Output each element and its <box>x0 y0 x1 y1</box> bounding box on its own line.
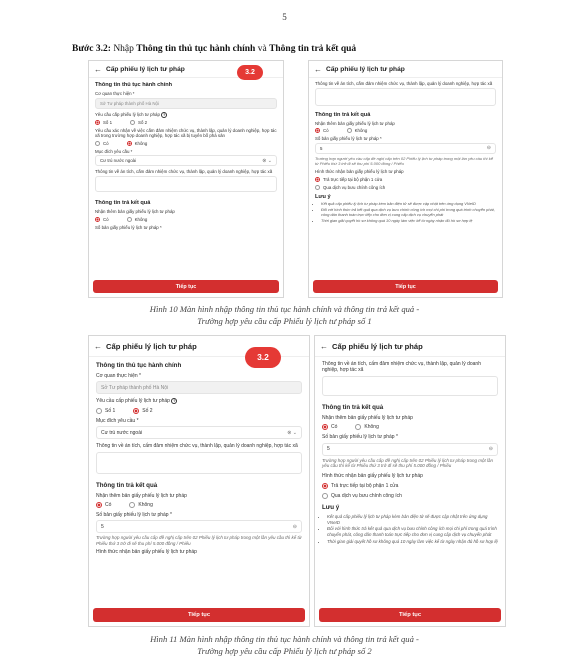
caption-line: Hình 11 Màn hình nhập thông tin thủ tục hành chính và thông tin trả kết quả - <box>150 634 419 644</box>
notes-title: Lưu ý <box>315 194 331 201</box>
radio-dot <box>322 493 328 499</box>
step-bold-1: Thông tin thủ tục hành chính <box>136 44 256 54</box>
ban-question: Yêu cầu xác nhận về việc cấm đảm nhiệm chức vụ, thành lập, quản lý doanh nghiệp, hợp tác xã trong trường hợp doanh nghiệp, hợp tác xã bị tuyên bố phá sản <box>95 127 277 139</box>
ban-info-label: Thông tin về án tích, cấm đảm nhiệm chức vụ, thành lập, quản lý doanh nghiệp, hợp tác xã <box>315 81 493 86</box>
radio-label: Qua dịch vụ bưu chính công ích <box>331 493 402 500</box>
radio-so1[interactable] <box>95 120 112 125</box>
request-label <box>95 112 277 118</box>
stepper-icon[interactable]: ⊖ <box>292 523 297 530</box>
note-item: • Đối với hình thức trả kết quả qua dịch vụ bưu chính công ích mọi chi phí trong quá trình chuyển phát, công dân thanh toán trực tiếp cho đơn vị cung cấp dịch vụ chuyển phát <box>327 526 499 537</box>
ban-info-label: Thông tin về án tích, cấm đảm nhiệm chức vụ, thành lập, quản lý doanh nghiệp, hợp tác xã <box>95 169 273 175</box>
radio-label: Không <box>364 424 379 431</box>
app-title: Cấp phiếu lý lịch tư pháp <box>332 341 423 351</box>
caption-line: Hình 10 Màn hình nhập thông tin thủ tục hành chính và thông tin trả kết quả - <box>149 304 420 314</box>
app-title: Cấp phiếu lý lịch tư pháp <box>106 65 185 73</box>
agency-label: Cơ quan thực hiện * <box>95 91 135 96</box>
delivery-label: Hình thức nhận bản giấy phiếu lý lịch tư pháp <box>96 548 197 555</box>
extra-copy-label: Nhận thêm bản giấy phiếu lý lịch tư pháp <box>96 492 187 499</box>
continue-button[interactable]: Tiếp tục <box>93 280 279 293</box>
radio-so1[interactable] <box>96 408 115 414</box>
step-text-1: Nhập <box>110 44 137 54</box>
section-result-title: Thông tin trả kết quả <box>315 111 371 118</box>
step-prefix: Bước 3.2: <box>72 44 111 54</box>
step-bold-2: Thông tin trả kết quả <box>269 44 357 54</box>
radio-dot <box>355 424 361 430</box>
radio-delivery-direct[interactable] <box>315 177 496 182</box>
radio-co[interactable] <box>95 217 109 222</box>
extra-copy-label: Nhận thêm bản giấy phiếu lý lịch tư pháp <box>95 208 175 214</box>
delivery-label: Hình thức nhận bản giấy phiếu lý lịch tư pháp <box>315 168 404 174</box>
radio-label: Trả trực tiếp tại bộ phận 1 cửa <box>331 483 399 490</box>
agency-label: Cơ quan thực hiện * <box>96 373 141 379</box>
figure-10-caption <box>0 303 569 327</box>
ban-options <box>95 141 277 146</box>
arrow-left-icon[interactable]: ← <box>314 64 322 74</box>
radio-label: Số 1 <box>103 119 113 125</box>
request-options <box>95 120 277 125</box>
purpose-select[interactable] <box>95 155 277 166</box>
radio-khong[interactable] <box>355 424 378 430</box>
copies-value: 5 <box>327 446 330 453</box>
radio-label: Không <box>354 128 368 134</box>
app-title: Cấp phiếu lý lịch tư pháp <box>106 341 197 351</box>
radio-khong[interactable] <box>127 217 148 222</box>
figure-11-caption <box>0 633 569 657</box>
chevron-down-icon[interactable]: ⊗ ⌄ <box>262 157 272 164</box>
notes-list <box>321 514 499 544</box>
notes-list <box>315 202 496 223</box>
extra-copy-options <box>315 128 496 133</box>
copies-label: Số bản giấy phiếu lý lịch tư pháp * <box>95 224 162 230</box>
step-text-2: và <box>255 44 270 54</box>
radio-so2[interactable] <box>133 408 152 414</box>
note-item: • Kết quả cấp phiếu lý lịch tư pháp kèm bản điện tử sẽ được cập nhật trên ứng dụng VNeID <box>327 514 499 525</box>
radio-so2[interactable] <box>130 120 147 125</box>
purpose-value: Cư trú nước ngoài <box>101 429 143 436</box>
arrow-left-icon[interactable]: ← <box>94 341 102 351</box>
extra-copy-label: Nhận thêm bản giấy phiếu lý lịch tư pháp <box>315 120 395 126</box>
step-badge: 3.2 <box>237 65 263 80</box>
note-item: • Thời gian giải quyết hồ sơ không quá 10 ngày làm việc kể từ ngày nhận đủ hồ sơ hợp lệ <box>321 219 496 224</box>
purpose-value: Cư trú nước ngoài <box>100 158 137 164</box>
question-circle-icon[interactable]: ? <box>162 111 166 117</box>
radio-label: Qua dịch vụ bưu chính công ích <box>323 185 386 191</box>
arrow-left-icon[interactable]: ← <box>94 64 102 74</box>
radio-co[interactable] <box>322 424 337 430</box>
radio-delivery-post[interactable] <box>315 185 496 190</box>
radio-delivery-direct[interactable] <box>322 483 498 489</box>
fig11-right-screen <box>314 335 506 627</box>
radio-label: Trả trực tiếp tại bộ phận 1 cửa <box>323 177 383 183</box>
radio-dot <box>347 128 352 133</box>
radio-dot <box>127 217 132 222</box>
radio-label: Số 2 <box>138 119 148 125</box>
copies-input[interactable] <box>322 443 498 456</box>
agency-value: Sở Tư pháp thành phố Hà Nội <box>101 384 169 391</box>
fee-note: Trường hợp người yêu cầu cấp đề nghị cấp trên 02 Phiếu lý lịch tư pháp trong một lần yêu cầu thì kể từ Phiếu thứ 3 trở đi sẽ thu phí 5.000 đồng / Phiếu <box>322 457 493 469</box>
radio-label: Không <box>138 502 153 509</box>
radio-dot <box>322 483 328 489</box>
radio-dot <box>96 408 102 414</box>
copies-input[interactable] <box>96 520 302 533</box>
section-admin-title: Thông tin thủ tục hành chính <box>96 362 182 369</box>
caption-line: Trường hợp yêu cầu cấp Phiếu lý lịch tư pháp số 1 <box>197 316 372 326</box>
caption-line: Trường hợp yêu cầu cấp Phiếu lý lịch tư pháp số 2 <box>197 646 372 656</box>
radio-dot <box>96 502 102 508</box>
agency-field[interactable] <box>95 98 277 109</box>
extra-copy-options <box>96 502 302 508</box>
section-result-title: Thông tin trả kết quả <box>96 481 158 489</box>
radio-dot <box>315 177 320 182</box>
copies-value: 5 <box>320 145 323 151</box>
radio-dot <box>95 217 100 222</box>
radio-dot <box>95 141 100 146</box>
request-label <box>96 398 302 404</box>
note-item: • Kết quả cấp phiếu lý lịch tư pháp kèm bản điện tử sẽ được cập nhật trên ứng dụng VNeID <box>321 202 496 207</box>
ban-info-textarea[interactable] <box>95 176 277 192</box>
fee-note: Trường hợp người yêu cầu cấp đề nghị cấp trên 02 Phiếu lý lịch tư pháp trong một lần yêu cầu thì kể từ Phiếu thứ 3 trở đi sẽ thu phí 5.000 đồng / Phiếu <box>315 155 493 166</box>
fig10-right-screen <box>308 60 503 298</box>
copies-label: Số bản giấy phiếu lý lịch tư pháp * <box>315 136 382 142</box>
request-options <box>96 408 302 414</box>
radio-co[interactable] <box>315 128 329 133</box>
radio-label: Số 2 <box>142 407 153 414</box>
radio-dot <box>129 502 135 508</box>
radio-khong[interactable] <box>127 141 148 146</box>
delivery-label: Hình thức nhận bản giấy phiếu lý lịch tư pháp <box>322 472 423 479</box>
copies-label: Số bản giấy phiếu lý lịch tư pháp * <box>322 434 398 441</box>
stepper-icon[interactable]: ⊖ <box>488 446 493 453</box>
section-admin-title: Thông tin thủ tục hành chính <box>95 82 173 88</box>
stepper-icon[interactable]: ⊖ <box>486 145 491 152</box>
purpose-label: Mục đích yêu cầu * <box>95 148 133 154</box>
request-label-text: Yêu cầu cấp phiếu lý lịch tư pháp <box>96 398 170 405</box>
copies-value: 5 <box>101 523 104 530</box>
purpose-select[interactable] <box>96 426 302 439</box>
radio-label: Không <box>134 140 148 146</box>
extra-copy-options <box>95 217 277 222</box>
ban-info-textarea[interactable] <box>315 88 496 106</box>
request-label-text: Yêu cầu cấp phiếu lý lịch tư pháp <box>95 111 160 117</box>
continue-button[interactable]: Tiếp tục <box>313 280 498 293</box>
agency-value: Sở Tư pháp thành phố Hà Nội <box>100 100 159 106</box>
radio-co[interactable] <box>96 502 111 508</box>
ban-info-textarea[interactable] <box>96 452 302 474</box>
radio-dot <box>133 408 139 414</box>
chevron-down-icon[interactable]: ⊗ ⌄ <box>287 429 297 436</box>
radio-dot <box>315 185 320 190</box>
radio-dot <box>130 120 135 125</box>
section-result-title: Thông tin trả kết quả <box>95 199 151 206</box>
fig10-left-screen <box>88 60 284 298</box>
ban-info-textarea[interactable] <box>322 376 498 396</box>
radio-label: Có <box>331 424 338 431</box>
extra-copy-options <box>322 424 498 430</box>
radio-label: Số 1 <box>105 407 116 414</box>
radio-khong[interactable] <box>347 128 368 133</box>
step-badge: 3.2 <box>245 347 281 368</box>
radio-dot <box>127 141 132 146</box>
arrow-left-icon[interactable]: ← <box>320 341 328 351</box>
delivery-options <box>322 483 498 499</box>
ban-info-label: Thông tin về án tích, cấm đảm nhiệm chức vụ, thành lập, quản lý doanh nghiệp, hợp tác xã <box>96 443 298 450</box>
copies-input[interactable] <box>315 143 496 154</box>
radio-delivery-post[interactable] <box>322 493 498 499</box>
agency-field[interactable] <box>96 381 302 394</box>
section-result-title: Thông tin trả kết quả <box>322 403 384 411</box>
radio-dot <box>322 424 328 430</box>
radio-dot <box>315 128 320 133</box>
app-header <box>309 61 502 78</box>
ban-info-label: Thông tin về án tích, cấm đảm nhiệm chức vụ, thành lập, quản lý doanh nghiệp, hợp tác xã <box>322 361 481 374</box>
continue-button[interactable]: Tiếp tục <box>93 608 305 622</box>
app-title: Cấp phiếu lý lịch tư pháp <box>326 65 405 73</box>
note-item: • Đối với hình thức trả kết quả qua dịch vụ bưu chính công ích mọi chi phí trong quá trình chuyển phát, công dân thanh toán trực tiếp cho đơn vị cung cấp dịch vụ chuyển phát <box>321 208 496 218</box>
radio-label: Có <box>323 128 329 134</box>
notes-title: Lưu ý <box>322 504 340 512</box>
radio-label: Không <box>134 216 148 222</box>
purpose-label: Mục đích yêu cầu * <box>96 417 139 424</box>
radio-co[interactable] <box>95 141 109 146</box>
radio-khong[interactable] <box>129 502 152 508</box>
page-number: 5 <box>282 12 287 22</box>
radio-label: Có <box>103 140 109 146</box>
radio-label: Có <box>103 216 109 222</box>
app-header <box>315 336 505 357</box>
fee-note: Trường hợp người yêu cầu cấp đề nghị cấp trên 02 Phiếu lý lịch tư pháp trong một lần yêu cầu thì kể từ Phiếu thứ 3 trở đi sẽ thu phí 5.000 đồng / Phiếu <box>96 535 302 547</box>
radio-dot <box>95 120 100 125</box>
copies-label: Số bản giấy phiếu lý lịch tư pháp * <box>96 512 172 519</box>
radio-label: Có <box>105 502 112 509</box>
question-circle-icon[interactable]: ? <box>173 398 176 404</box>
extra-copy-label: Nhận thêm bản giấy phiếu lý lịch tư pháp <box>322 414 413 421</box>
continue-button[interactable]: Tiếp tục <box>319 608 501 622</box>
note-item: • Thời gian giải quyết hồ sơ không quá 10 ngày làm việc kể từ ngày nhận đủ hồ sơ hợp lệ <box>327 539 499 545</box>
delivery-options <box>315 177 496 190</box>
fig11-left-screen <box>88 335 310 627</box>
step-heading <box>72 44 356 54</box>
